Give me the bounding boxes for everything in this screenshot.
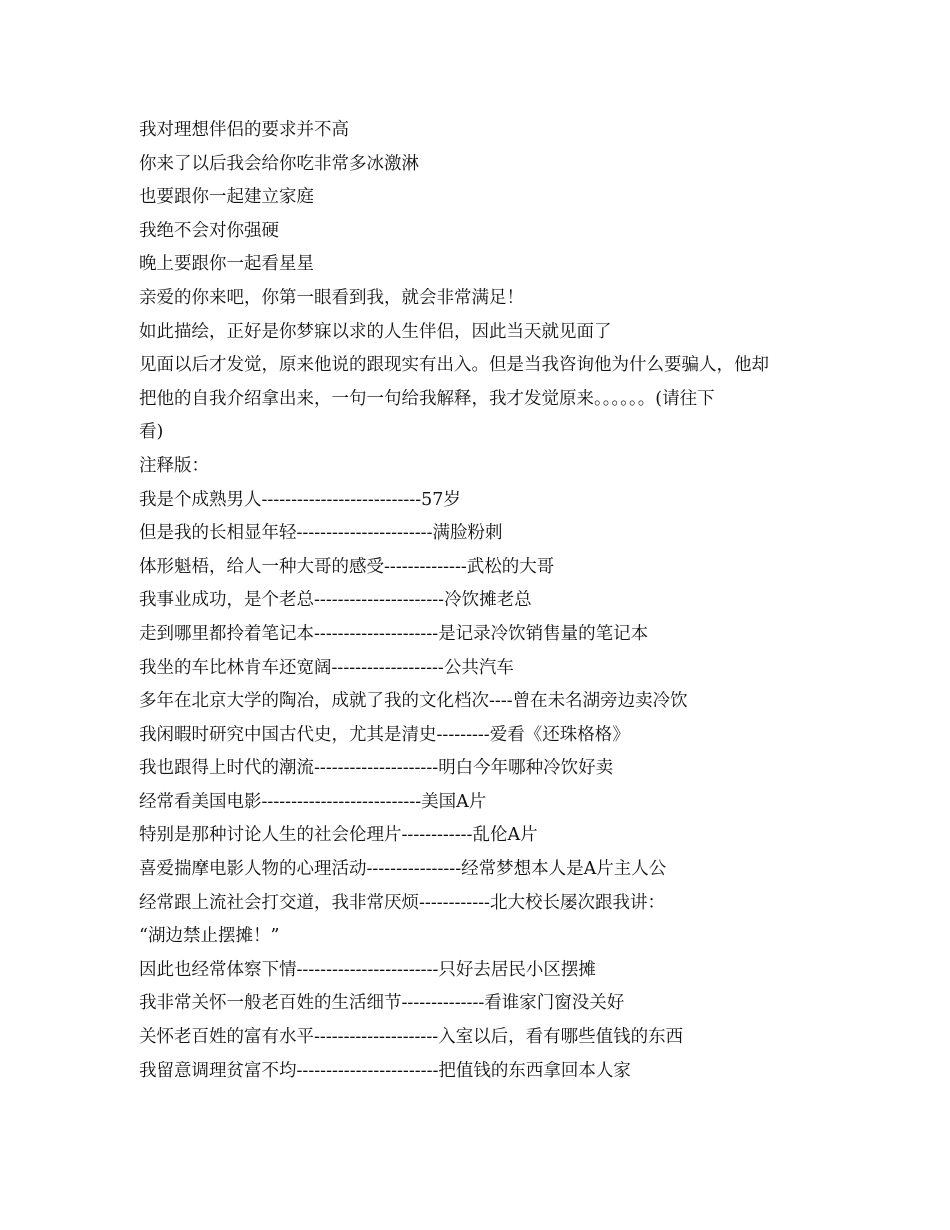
annotation-row (139, 1055, 819, 1089)
annotation-row (139, 1021, 819, 1055)
annotation-row (139, 853, 819, 887)
dash-separator: --------------------- (314, 1027, 439, 1048)
dash-separator: ----------------------- (296, 523, 433, 544)
dash-separator: ------------------------ (296, 959, 439, 980)
truth-text: 曾在未名湖旁边卖冷饮 (512, 691, 688, 712)
claim-text: 我是个成熟男人 (139, 489, 262, 510)
claim-text: 但是我的长相显年轻 (139, 523, 297, 544)
truth-text: 乱伦A片 (472, 825, 538, 846)
annotation-row (139, 987, 819, 1021)
truth-text: 满脸粉刺 (432, 523, 503, 544)
intro-line: 我对理想伴侣的要求并不高 (139, 120, 349, 140)
dash-separator: -------------- (401, 993, 485, 1014)
dash-separator: --------------------------- (261, 791, 422, 812)
annotation-row (139, 652, 819, 686)
claim-text: 经常看美国电影 (139, 791, 262, 812)
dash-separator: ------------ (401, 825, 473, 846)
claim-text: 我坐的车比林肯车还宽阔 (139, 657, 332, 678)
dash-separator: ------------ (419, 892, 490, 913)
dash-separator: ------------------- (331, 657, 444, 678)
truth-text: 冷饮摊老总 (444, 590, 532, 611)
truth-text: 是记录冷饮销售量的笔记本 (438, 623, 649, 644)
claim-text: 喜爱揣摩电影人物的心理活动 (139, 859, 367, 880)
claim-text: 特别是那种讨论人生的社会伦理片 (139, 825, 402, 846)
paragraph-line: 把他的自我介绍拿出来，一句一句给我解释，我才发觉原来。。。。。。(请往下 (139, 388, 715, 409)
dash-separator: --------------------- (314, 758, 439, 779)
intro-line: 你来了以后我会给你吃非常多冰激淋 (139, 153, 419, 174)
story-paragraph (139, 349, 819, 450)
intro-line: 晚上要跟你一起看星星 (139, 254, 314, 275)
dash-separator: ------------------------ (296, 1060, 439, 1081)
claim-text: 我留意调理贫富不均 (139, 1060, 297, 1081)
quote-line: “湖边禁止摆摊！” (139, 926, 280, 947)
truth-text: 美国A片 (421, 791, 487, 812)
claim-text: 走到哪里都拎着笔记本 (139, 623, 314, 644)
annotation-row (139, 618, 819, 652)
annotation-row (139, 551, 819, 585)
truth-text: 公共汽车 (443, 657, 514, 678)
dash-separator: ---- (489, 691, 513, 712)
annotation-row (139, 752, 819, 786)
intro-line: 也要跟你一起建立家庭 (139, 187, 314, 208)
truth-text: 北大校长屡次跟我讲： (489, 892, 665, 913)
dash-separator: ---------------------- (314, 590, 445, 611)
claim-text: 我事业成功，是个老总 (139, 590, 314, 611)
dash-separator: ---------------- (366, 859, 462, 880)
claim-text: 多年在北京大学的陶冶，成就了我的文化档次 (139, 691, 489, 712)
dash-separator: --------- (436, 724, 490, 745)
truth-text: 入室以后，看有哪些值钱的东西 (438, 1027, 684, 1048)
intro-line: 我绝不会对你强硬 (139, 220, 279, 241)
truth-text: 爱看《还珠格格》 (489, 724, 630, 745)
annotation-row (139, 685, 819, 719)
annotation-row (139, 954, 819, 988)
dash-separator: -------------- (384, 556, 467, 577)
dash-separator: --------------------------- (261, 489, 422, 510)
truth-text: 只好去居民小区摆摊 (438, 959, 596, 980)
truth-text: 经常梦想本人是A片主人公 (461, 859, 667, 880)
document-body (139, 114, 819, 1088)
intro-line: 如此描绘，正好是你梦寐以求的人生伴侣，因此当天就见面了 (139, 321, 612, 342)
claim-text: 我也跟得上时代的潮流 (139, 758, 314, 779)
claim-text: 因此也经常体察下情 (139, 959, 297, 980)
annotation-row (139, 719, 819, 753)
annotated-heading: 注释版： (139, 455, 209, 476)
annotation-row (139, 819, 819, 853)
intro-line: 亲爱的你来吧，你第一眼看到我，就会非常满足！ (139, 287, 524, 308)
truth-text: 武松的大哥 (466, 556, 555, 577)
annotation-row (139, 887, 819, 921)
annotation-row (139, 786, 819, 820)
paragraph-line: 看) (139, 422, 164, 443)
annotation-row (139, 517, 819, 551)
truth-text: 看谁家门窗没关好 (484, 993, 625, 1014)
annotation-row (139, 484, 819, 518)
dash-separator: --------------------- (314, 623, 439, 644)
claim-text: 关怀老百姓的富有水平 (139, 1027, 314, 1048)
claim-text: 我闲暇时研究中国古代史，尤其是清史 (139, 724, 437, 745)
annotation-row (139, 584, 819, 618)
claim-text: 体形魁梧，给人一种大哥的感受 (139, 556, 384, 577)
truth-text: 明白今年哪种冷饮好卖 (438, 758, 614, 779)
truth-text: 把值钱的东西拿回本人家 (438, 1060, 631, 1081)
truth-text: 57岁 (421, 489, 461, 510)
paragraph-line: 见面以后才发觉，原来他说的跟现实有出入。但是当我咨询他为什么要骗人，他却 (139, 355, 769, 376)
claim-text: 经常跟上流社会打交道，我非常厌烦 (139, 892, 419, 913)
claim-text: 我非常关怀一般老百姓的生活细节 (139, 993, 402, 1014)
